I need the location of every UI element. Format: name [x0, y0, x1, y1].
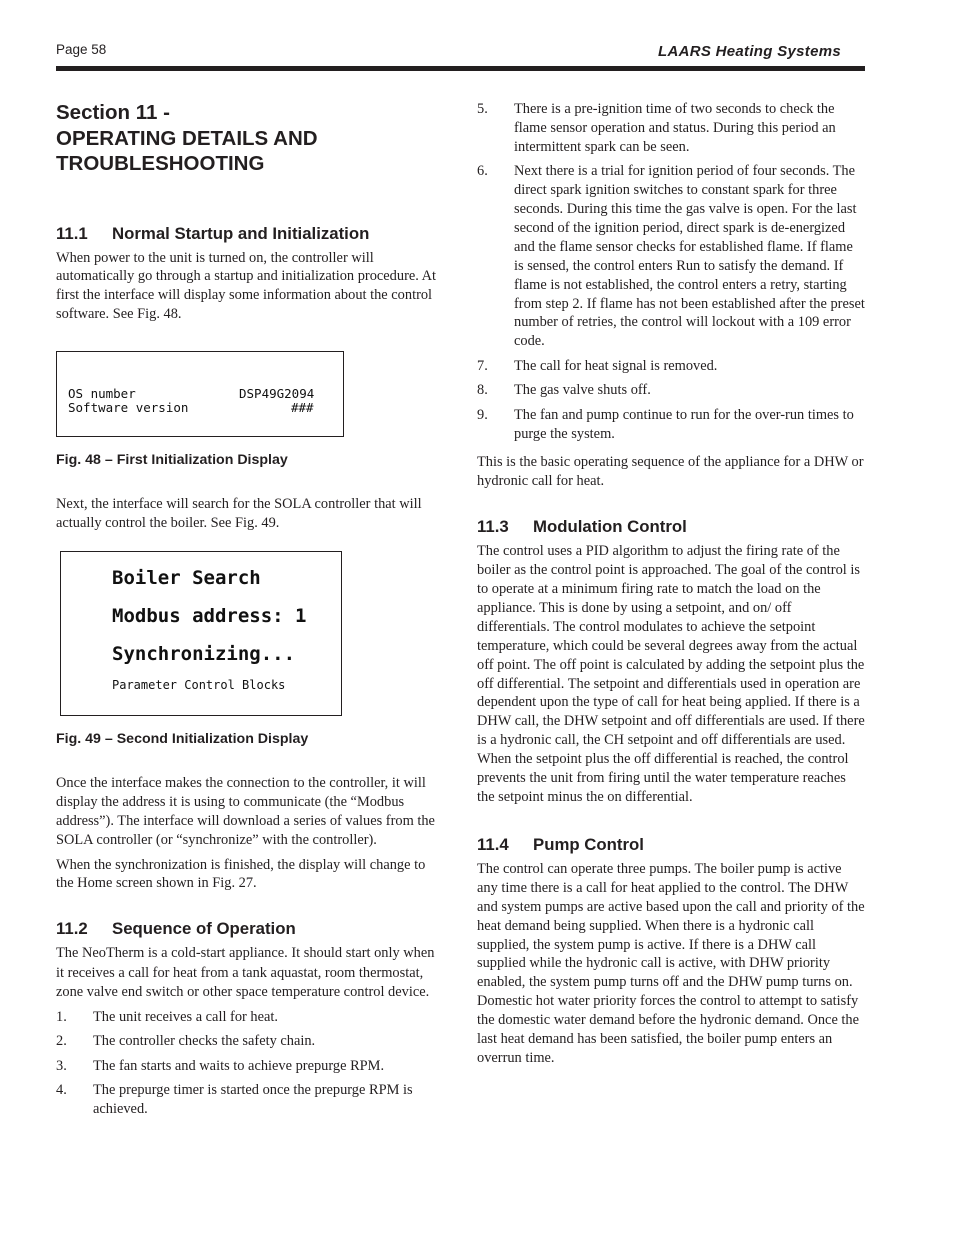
step-number: 4. — [56, 1082, 67, 1099]
list-item — [477, 357, 865, 376]
modulation-body: The control uses a PID algorithm to adjust the firing rate of the boiler as the control point is approached. The goal of the control is to operate at a minimum firing rate to match the load on the appliance. This is done by using a setpoint, and on/ off differentials. The control modulates to achieve the setpoint temperature, which could be several degrees away from the actual off point. The off point is calculated by adding the setpoint plus the off differential. The setpoint and differentials used in operation are dependent upon the type of call for heat being applied. If there is a DHW call, the DHW setpoint and off differentials are used. If there is a hydronic call, the CH setpoint and off differentials are used. When the setpoint plus the off differential is reached, the control prevents the unit from firing until the water temperature reaches the setpoint minus the on differential. — [477, 543, 865, 805]
fig49-line2: Modbus address: 1 — [112, 604, 307, 627]
brand-name: LAARS Heating Systems — [657, 43, 841, 60]
list-item — [477, 162, 865, 351]
fig48-caption: Fig. 48 – First Initialization Display — [56, 452, 288, 469]
fig48-row2-value: ### — [291, 400, 314, 416]
list-item — [56, 1081, 442, 1119]
fig49-line1: Boiler Search — [112, 566, 261, 589]
step-number: 1. — [56, 1008, 67, 1025]
step-text: The unit receives a call for heat. — [93, 1008, 278, 1025]
heading-11-1 — [56, 224, 442, 244]
fig48-row1-label: OS number — [68, 386, 136, 402]
pump-body: The control can operate three pumps. The boiler pump is active any time there is a call for heat applied to the control. The DHW and system pumps are active based upon the call and priority of the heat demand being supplied. When there is a hydronic call supplied, the system pump is active. If there is a DHW call supplied while the hydronic call is active, with DHW priority enabled, the system pump turns off and the DHW pump turns on. Domestic hot water priority forces the control to attempt to satisfy the domestic water demand before the hydronic demand. Once the last heat demand has been satisfied, the boiler pump enters an overrun time. — [477, 860, 865, 1066]
fig49-line4: Parameter Control Blocks — [112, 677, 286, 692]
step-text: The fan starts and waits to achieve prepurge RPM. — [93, 1057, 385, 1074]
step-text: The gas valve shuts off. — [514, 382, 651, 399]
fig48-row1-value: DSP49G2094 — [239, 386, 315, 402]
heading-title: Modulation Control — [533, 517, 687, 537]
list-item — [477, 100, 865, 157]
heading-title: Pump Control — [533, 834, 644, 854]
step-text: The prepurge timer is started once the prepurge RPM is achieved. — [93, 1082, 413, 1117]
step-number: 7. — [477, 357, 488, 374]
page-number: Page 58 — [56, 42, 107, 57]
step-number: 5. — [477, 101, 488, 117]
fig48-display — [56, 351, 344, 437]
heading-11-4 — [477, 835, 865, 855]
list-item — [56, 1057, 442, 1076]
step-text: The call for heat signal is removed. — [514, 357, 718, 374]
list-item — [477, 406, 865, 444]
list-item — [56, 1032, 442, 1051]
heading-title: Normal Startup and Initialization — [112, 223, 370, 243]
step-number: 9. — [477, 406, 488, 423]
step-number: 3. — [56, 1057, 67, 1074]
fig48-row2-label: Software version — [68, 400, 189, 416]
heading-number: 11.1 — [56, 223, 88, 243]
list-item — [56, 1008, 442, 1027]
left-column — [56, 100, 442, 1124]
section-title-line1: Section 11 - — [56, 101, 170, 124]
heading-number: 11.2 — [56, 919, 88, 939]
sequence-steps-right — [477, 100, 865, 443]
startup-para-1: When power to the unit is turned on, the controller will automatically go through a startup and initialization procedure. At first the interface will display some information about the control software. See Fig. 48. — [56, 249, 437, 323]
sequence-closing: This is the basic operating sequence of the appliance for a DHW or hydronic call for heat. — [477, 454, 864, 490]
step-text: The fan and pump continue to run for the over-run times to purge the system. — [514, 406, 854, 442]
fig49-caption: Fig. 49 – Second Initialization Display — [56, 730, 309, 747]
heading-11-3 — [477, 517, 865, 537]
fig49-display — [60, 551, 342, 716]
startup-para-3: Once the interface makes the connection to the controller, it will display the address it is using to communicate (the “Modbus address”). The interface will download a series of values from the SOLA controller (or “synchronize” with the controller). — [56, 774, 435, 848]
section-title — [56, 100, 442, 177]
step-text: There is a pre-ignition time of two seconds to check the flame sensor operation and status. During this period an intermittent spark can be seen. — [514, 101, 836, 155]
step-text: The controller checks the safety chain. — [93, 1033, 316, 1050]
fig49-line3: Synchronizing... — [112, 642, 296, 665]
sequence-steps-left — [56, 1008, 442, 1119]
heading-number: 11.4 — [477, 834, 509, 854]
step-number: 8. — [477, 382, 488, 399]
startup-para-4: When the synchronization is finished, the display will change to the Home screen shown in Fig. 27. — [56, 856, 426, 892]
step-number: 2. — [56, 1033, 67, 1050]
heading-number: 11.3 — [477, 517, 509, 537]
section-title-line3: TROUBLESHOOTING — [56, 152, 265, 175]
right-column — [477, 100, 865, 1068]
heading-11-2 — [56, 919, 442, 939]
startup-para-2: Next, the interface will search for the SOLA controller that will actually control the boiler. See Fig. 49. — [56, 496, 422, 532]
header-rule — [56, 66, 865, 71]
list-item — [477, 381, 865, 400]
step-text: Next there is a trial for ignition period of four seconds. The direct spark ignition switches to constant spark for three seconds. During this time the gas valve is open. For the last second of the ignition period, direct spark is de-energized and the flame sensor checks for established flame. If flame is sensed, the control enters Run to satisfy the demand. If flame is not established, the control enters a retry, starting from step 2. If flame has not been established after the preset number of retries, the control will lockout with a 109 error code. — [514, 163, 865, 350]
heading-title: Sequence of Operation — [112, 919, 296, 939]
sequence-intro: The NeoTherm is a cold-start appliance. It should start only when it receives a call for heat from a tank aquastat, room thermostat, zone valve end switch or other space temperature control device. — [56, 945, 435, 1001]
step-number: 6. — [477, 163, 488, 180]
section-title-line2: OPERATING DETAILS AND — [56, 126, 318, 150]
